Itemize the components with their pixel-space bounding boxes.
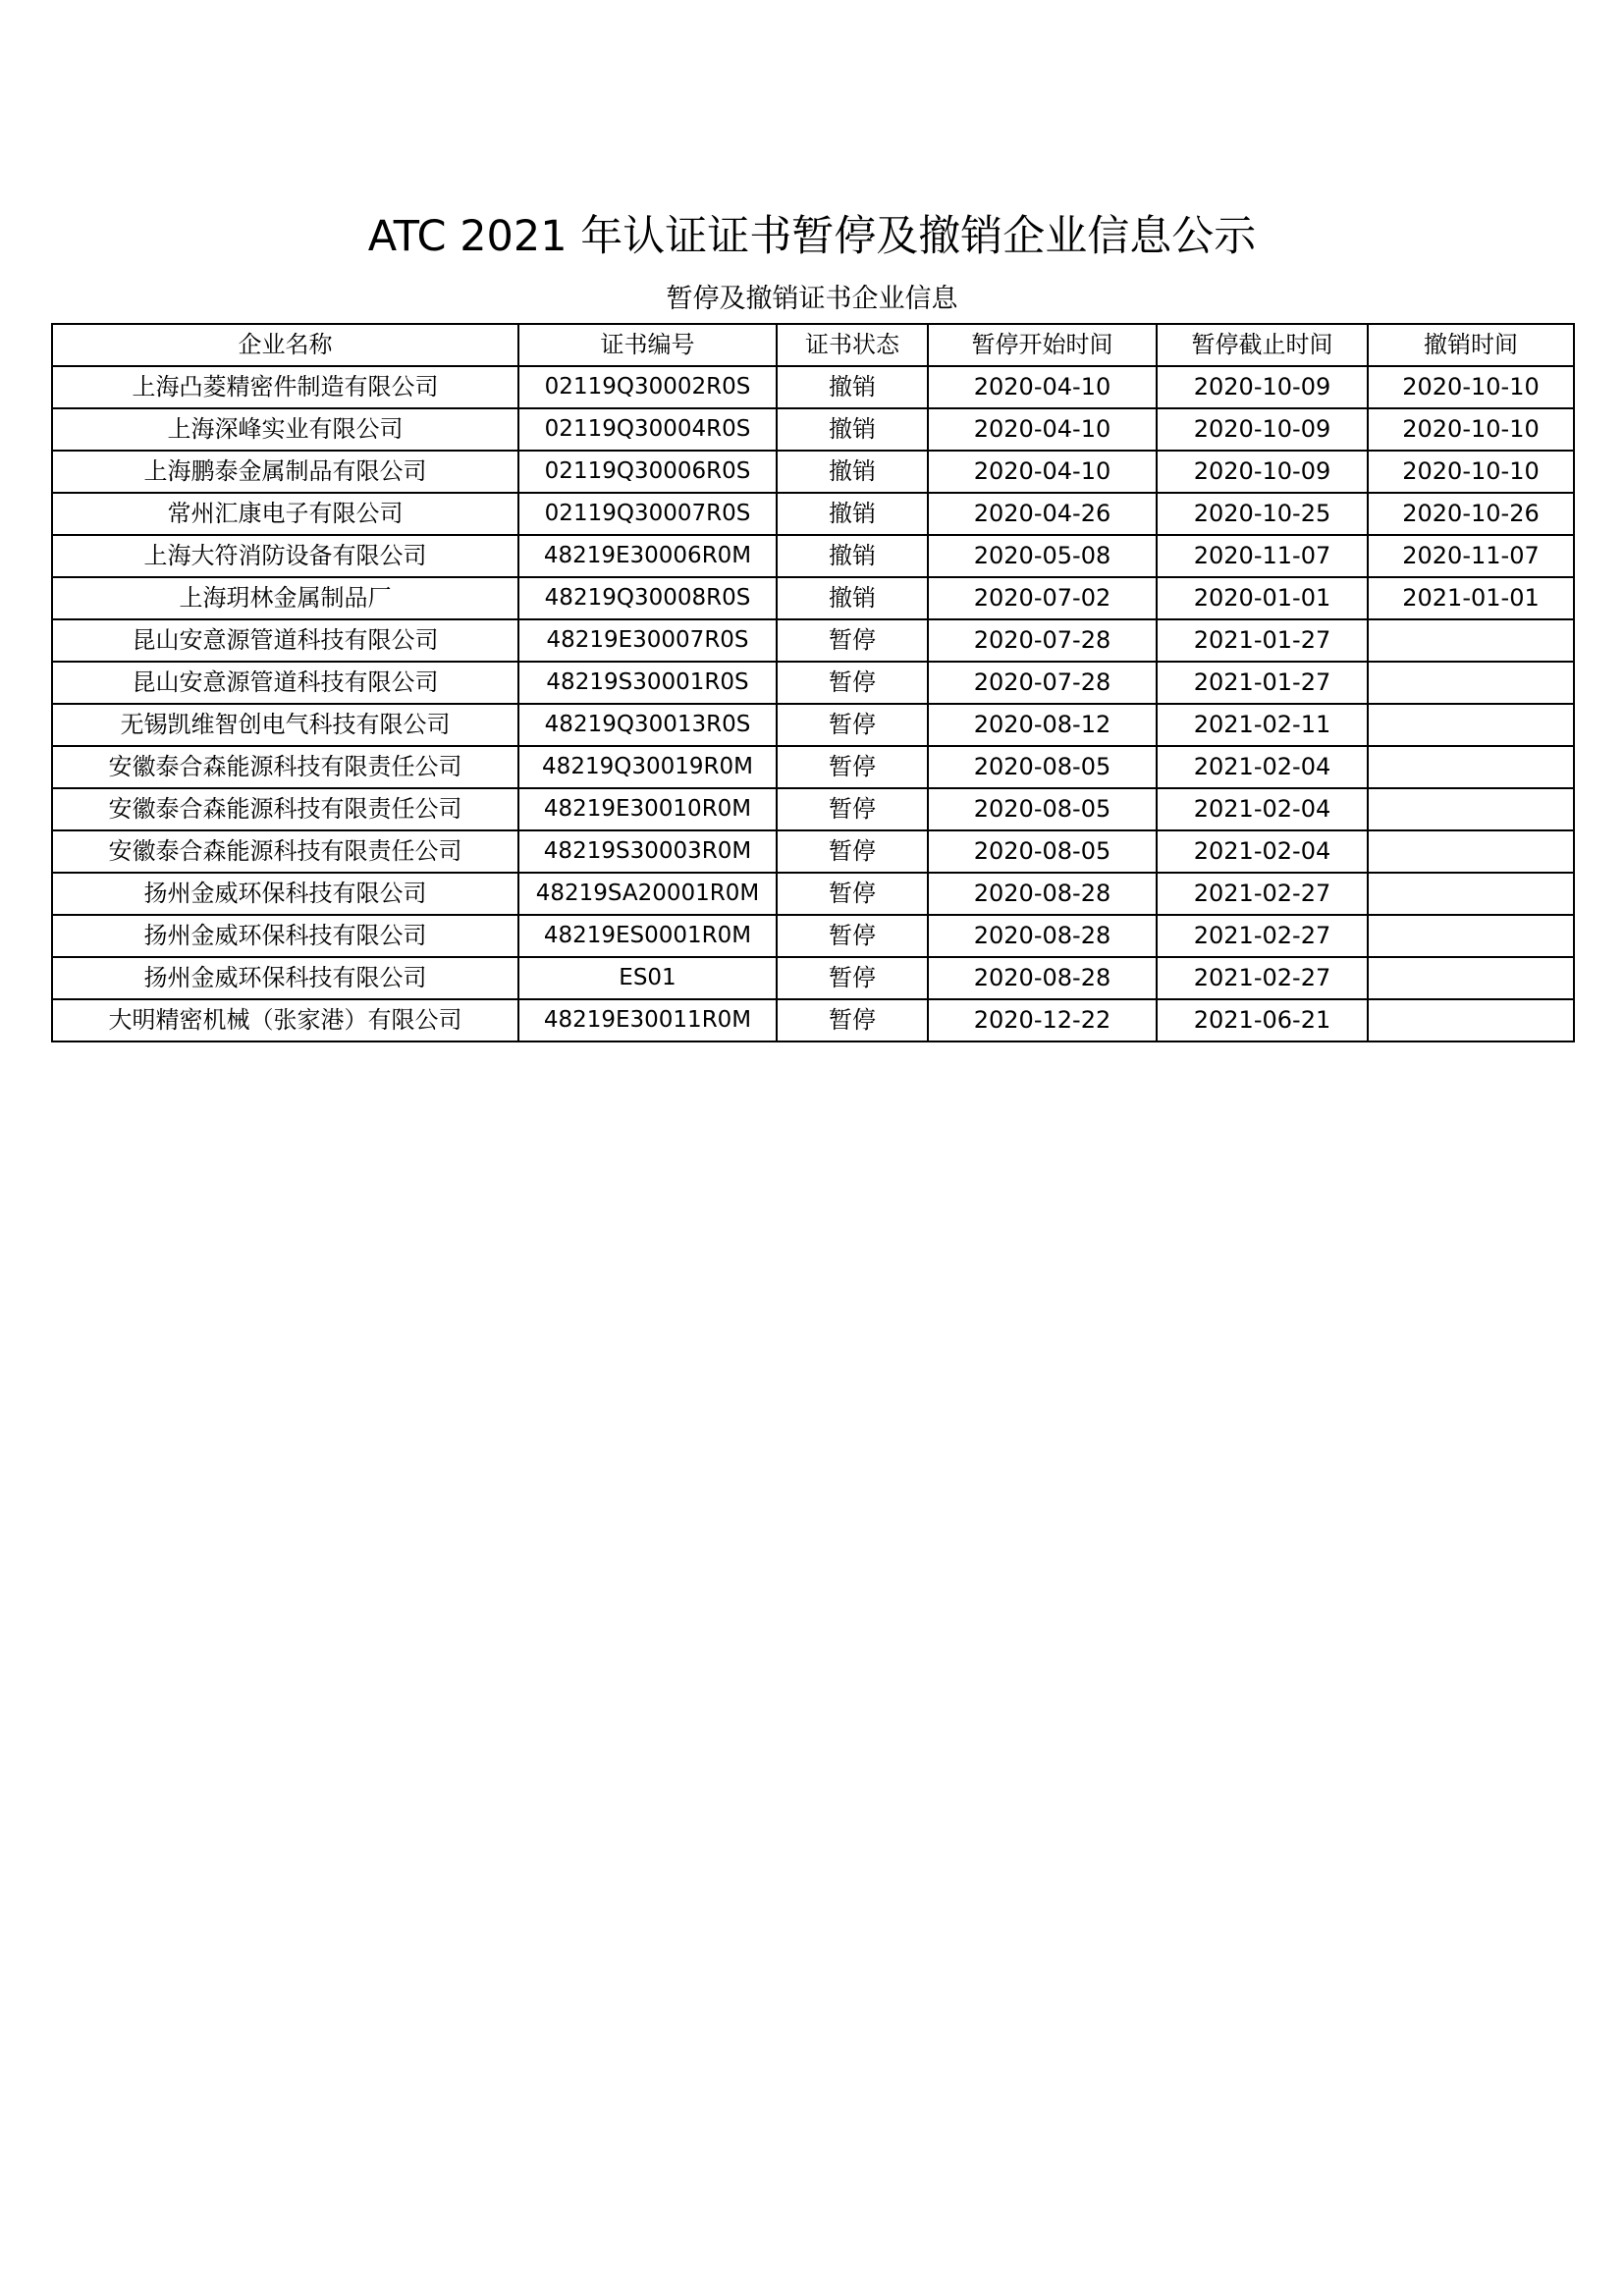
revocation-date-cell bbox=[1368, 873, 1574, 915]
status-cell: 暂停 bbox=[777, 957, 928, 999]
company-name-cell: 大明精密机械（张家港）有限公司 bbox=[52, 999, 518, 1041]
table-row bbox=[52, 830, 1574, 873]
company-name-cell: 无锡凯维智创电气科技有限公司 bbox=[52, 704, 518, 746]
certificate-number-cell: 48219ES0001R0M bbox=[518, 915, 777, 957]
suspension-start-cell: 2020-04-10 bbox=[928, 451, 1157, 493]
status-cell: 撤销 bbox=[777, 577, 928, 619]
status-cell: 撤销 bbox=[777, 535, 928, 577]
status-cell: 暂停 bbox=[777, 999, 928, 1041]
company-name-cell: 安徽泰合森能源科技有限责任公司 bbox=[52, 830, 518, 873]
table-row bbox=[52, 915, 1574, 957]
status-cell: 暂停 bbox=[777, 873, 928, 915]
suspension-end-cell: 2021-02-27 bbox=[1157, 957, 1368, 999]
revocation-date-cell: 2020-10-10 bbox=[1368, 408, 1574, 451]
table-row bbox=[52, 577, 1574, 619]
header-company-name: 企业名称 bbox=[52, 324, 518, 366]
table-row bbox=[52, 535, 1574, 577]
table-header-row bbox=[52, 324, 1574, 366]
certificate-number-cell: 48219Q30013R0S bbox=[518, 704, 777, 746]
company-name-cell: 扬州金威环保科技有限公司 bbox=[52, 957, 518, 999]
table-row bbox=[52, 873, 1574, 915]
suspension-start-cell: 2020-05-08 bbox=[928, 535, 1157, 577]
certificate-number-cell: 48219S30001R0S bbox=[518, 662, 777, 704]
revocation-date-cell bbox=[1368, 704, 1574, 746]
certificate-number-cell: 48219Q30019R0M bbox=[518, 746, 777, 788]
status-cell: 暂停 bbox=[777, 788, 928, 830]
suspension-start-cell: 2020-12-22 bbox=[928, 999, 1157, 1041]
status-cell: 撤销 bbox=[777, 451, 928, 493]
company-name-cell: 上海深峰实业有限公司 bbox=[52, 408, 518, 451]
revocation-date-cell: 2020-10-10 bbox=[1368, 451, 1574, 493]
suspension-end-cell: 2020-01-01 bbox=[1157, 577, 1368, 619]
suspension-end-cell: 2020-10-25 bbox=[1157, 493, 1368, 535]
suspension-start-cell: 2020-08-05 bbox=[928, 830, 1157, 873]
status-cell: 撤销 bbox=[777, 366, 928, 408]
certificate-number-cell: 02119Q30006R0S bbox=[518, 451, 777, 493]
revocation-date-cell: 2020-11-07 bbox=[1368, 535, 1574, 577]
company-name-cell: 安徽泰合森能源科技有限责任公司 bbox=[52, 788, 518, 830]
status-cell: 撤销 bbox=[777, 493, 928, 535]
certificate-number-cell: 48219S30003R0M bbox=[518, 830, 777, 873]
certificate-number-cell: 48219E30007R0S bbox=[518, 619, 777, 662]
status-cell: 暂停 bbox=[777, 619, 928, 662]
suspension-end-cell: 2021-02-04 bbox=[1157, 788, 1368, 830]
certificate-number-cell: ES01 bbox=[518, 957, 777, 999]
revocation-date-cell bbox=[1368, 999, 1574, 1041]
suspension-start-cell: 2020-08-05 bbox=[928, 746, 1157, 788]
suspension-start-cell: 2020-04-26 bbox=[928, 493, 1157, 535]
suspension-end-cell: 2020-10-09 bbox=[1157, 408, 1368, 451]
certificate-number-cell: 02119Q30007R0S bbox=[518, 493, 777, 535]
certificate-number-cell: 48219SA20001R0M bbox=[518, 873, 777, 915]
suspension-start-cell: 2020-08-28 bbox=[928, 915, 1157, 957]
table-row bbox=[52, 366, 1574, 408]
header-certificate-status: 证书状态 bbox=[777, 324, 928, 366]
suspension-start-cell: 2020-08-12 bbox=[928, 704, 1157, 746]
certificate-table bbox=[51, 323, 1575, 1042]
suspension-end-cell: 2021-02-11 bbox=[1157, 704, 1368, 746]
suspension-start-cell: 2020-07-28 bbox=[928, 662, 1157, 704]
company-name-cell: 上海大符消防设备有限公司 bbox=[52, 535, 518, 577]
header-revocation-date: 撤销时间 bbox=[1368, 324, 1574, 366]
company-name-cell: 安徽泰合森能源科技有限责任公司 bbox=[52, 746, 518, 788]
table-row bbox=[52, 493, 1574, 535]
company-name-cell: 常州汇康电子有限公司 bbox=[52, 493, 518, 535]
suspension-end-cell: 2021-02-27 bbox=[1157, 873, 1368, 915]
company-name-cell: 扬州金威环保科技有限公司 bbox=[52, 915, 518, 957]
company-name-cell: 扬州金威环保科技有限公司 bbox=[52, 873, 518, 915]
company-name-cell: 昆山安意源管道科技有限公司 bbox=[52, 619, 518, 662]
suspension-start-cell: 2020-08-28 bbox=[928, 873, 1157, 915]
table-row bbox=[52, 788, 1574, 830]
status-cell: 暂停 bbox=[777, 662, 928, 704]
table-row bbox=[52, 999, 1574, 1041]
company-name-cell: 上海玥林金属制品厂 bbox=[52, 577, 518, 619]
suspension-end-cell: 2021-02-27 bbox=[1157, 915, 1368, 957]
table-row bbox=[52, 662, 1574, 704]
suspension-start-cell: 2020-07-28 bbox=[928, 619, 1157, 662]
company-name-cell: 昆山安意源管道科技有限公司 bbox=[52, 662, 518, 704]
certificate-number-cell: 02119Q30002R0S bbox=[518, 366, 777, 408]
suspension-end-cell: 2021-01-27 bbox=[1157, 619, 1368, 662]
revocation-date-cell: 2021-01-01 bbox=[1368, 577, 1574, 619]
suspension-end-cell: 2020-10-09 bbox=[1157, 366, 1368, 408]
suspension-end-cell: 2021-06-21 bbox=[1157, 999, 1368, 1041]
suspension-start-cell: 2020-04-10 bbox=[928, 408, 1157, 451]
certificate-number-cell: 02119Q30004R0S bbox=[518, 408, 777, 451]
revocation-date-cell: 2020-10-10 bbox=[1368, 366, 1574, 408]
revocation-date-cell bbox=[1368, 788, 1574, 830]
suspension-end-cell: 2020-11-07 bbox=[1157, 535, 1368, 577]
suspension-start-cell: 2020-04-10 bbox=[928, 366, 1157, 408]
suspension-start-cell: 2020-08-28 bbox=[928, 957, 1157, 999]
header-certificate-number: 证书编号 bbox=[518, 324, 777, 366]
suspension-end-cell: 2021-02-04 bbox=[1157, 746, 1368, 788]
status-cell: 暂停 bbox=[777, 915, 928, 957]
status-cell: 暂停 bbox=[777, 746, 928, 788]
certificate-number-cell: 48219E30010R0M bbox=[518, 788, 777, 830]
page-title: ATC 2021 年认证证书暂停及撤销企业信息公示 bbox=[367, 212, 1257, 261]
company-name-cell: 上海凸菱精密件制造有限公司 bbox=[52, 366, 518, 408]
table-row bbox=[52, 619, 1574, 662]
suspension-start-cell: 2020-07-02 bbox=[928, 577, 1157, 619]
revocation-date-cell bbox=[1368, 915, 1574, 957]
certificate-number-cell: 48219E30011R0M bbox=[518, 999, 777, 1041]
company-name-cell: 上海鹏泰金属制品有限公司 bbox=[52, 451, 518, 493]
certificate-number-cell: 48219E30006R0M bbox=[518, 535, 777, 577]
certificate-number-cell: 48219Q30008R0S bbox=[518, 577, 777, 619]
table-row bbox=[52, 451, 1574, 493]
suspension-end-cell: 2021-02-04 bbox=[1157, 830, 1368, 873]
status-cell: 暂停 bbox=[777, 704, 928, 746]
revocation-date-cell bbox=[1368, 662, 1574, 704]
table-row bbox=[52, 704, 1574, 746]
header-suspension-start: 暂停开始时间 bbox=[928, 324, 1157, 366]
status-cell: 暂停 bbox=[777, 830, 928, 873]
table-row bbox=[52, 746, 1574, 788]
suspension-end-cell: 2021-01-27 bbox=[1157, 662, 1368, 704]
header-suspension-end: 暂停截止时间 bbox=[1157, 324, 1368, 366]
table-caption: 暂停及撤销证书企业信息 bbox=[666, 284, 958, 314]
table-row bbox=[52, 957, 1574, 999]
status-cell: 撤销 bbox=[777, 408, 928, 451]
suspension-end-cell: 2020-10-09 bbox=[1157, 451, 1368, 493]
revocation-date-cell: 2020-10-26 bbox=[1368, 493, 1574, 535]
table-row bbox=[52, 408, 1574, 451]
revocation-date-cell bbox=[1368, 746, 1574, 788]
revocation-date-cell bbox=[1368, 830, 1574, 873]
revocation-date-cell bbox=[1368, 957, 1574, 999]
revocation-date-cell bbox=[1368, 619, 1574, 662]
suspension-start-cell: 2020-08-05 bbox=[928, 788, 1157, 830]
